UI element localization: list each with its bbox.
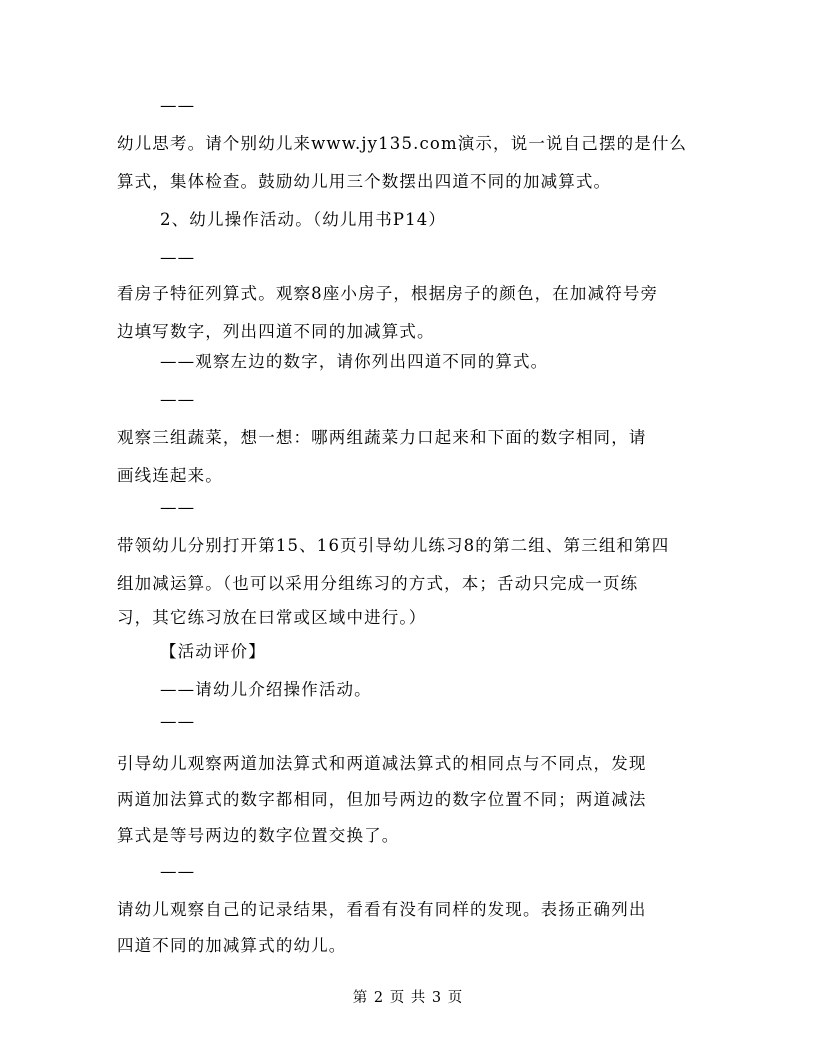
paragraph-line: ——观察左边的数字，请你列出四道不同的算式。: [160, 352, 549, 371]
page-footer: 第 2 页 共 3 页: [352, 990, 464, 1006]
paragraph-line: 习，其它练习放在曰常或区域中进行。）: [117, 608, 427, 627]
dash-line: ——: [160, 248, 196, 267]
paragraph-line: 算式，集体检查。鼓励幼儿用三个数摆出四道不同的加减算式。: [117, 172, 612, 191]
dash-line: ——: [160, 712, 196, 731]
paragraph-line: 算式是等号两边的数字位置交换了。: [117, 826, 400, 845]
dash-line: ——: [160, 390, 196, 409]
paragraph-line: 组加减运算。（也可以采用分组练习的方式，本；舌动只完成一页练: [117, 574, 639, 593]
paragraph-line: 两道加法算式的数字都相同，但加号两边的数字位置不同；两道减法: [117, 790, 647, 809]
paragraph-line: 看房子特征列算式。观察8座小房子，根据房子的颜色，在加减符号旁: [117, 284, 659, 303]
section-heading: 【活动评价】: [160, 642, 266, 661]
paragraph-line: 观察三组蔬菜，想一想：哪两组蔬菜力口起来和下面的数字相同，请: [117, 428, 647, 447]
paragraph-line: 画线连起来。: [117, 466, 223, 485]
dash-line: ——: [160, 862, 196, 881]
paragraph-line: ——请幼儿介绍操作活动。: [160, 680, 372, 699]
paragraph-line: 四道不同的加减算式的幼儿。: [117, 936, 347, 955]
paragraph-line: 边填写数字，列出四道不同的加减算式。: [117, 322, 435, 341]
dash-line: ——: [160, 498, 196, 517]
paragraph-line: 幼儿思考。请个别幼儿来www.jy135.com演示，说一说自己摆的是什么: [117, 134, 688, 153]
paragraph-line: 带领幼儿分别打开第15、16页引导幼儿练习8的第二组、第三组和第四: [117, 536, 670, 555]
dash-line: ——: [160, 96, 196, 115]
paragraph-line: 请幼儿观察自己的记录结果，看看有没有同样的发现。表扬正确列出: [117, 900, 647, 919]
section-heading: 2、幼儿操作活动。（幼儿用书P14）: [160, 210, 447, 229]
paragraph-line: 引导幼儿观察两道加法算式和两道减法算式的相同点与不同点，发现: [117, 754, 647, 773]
